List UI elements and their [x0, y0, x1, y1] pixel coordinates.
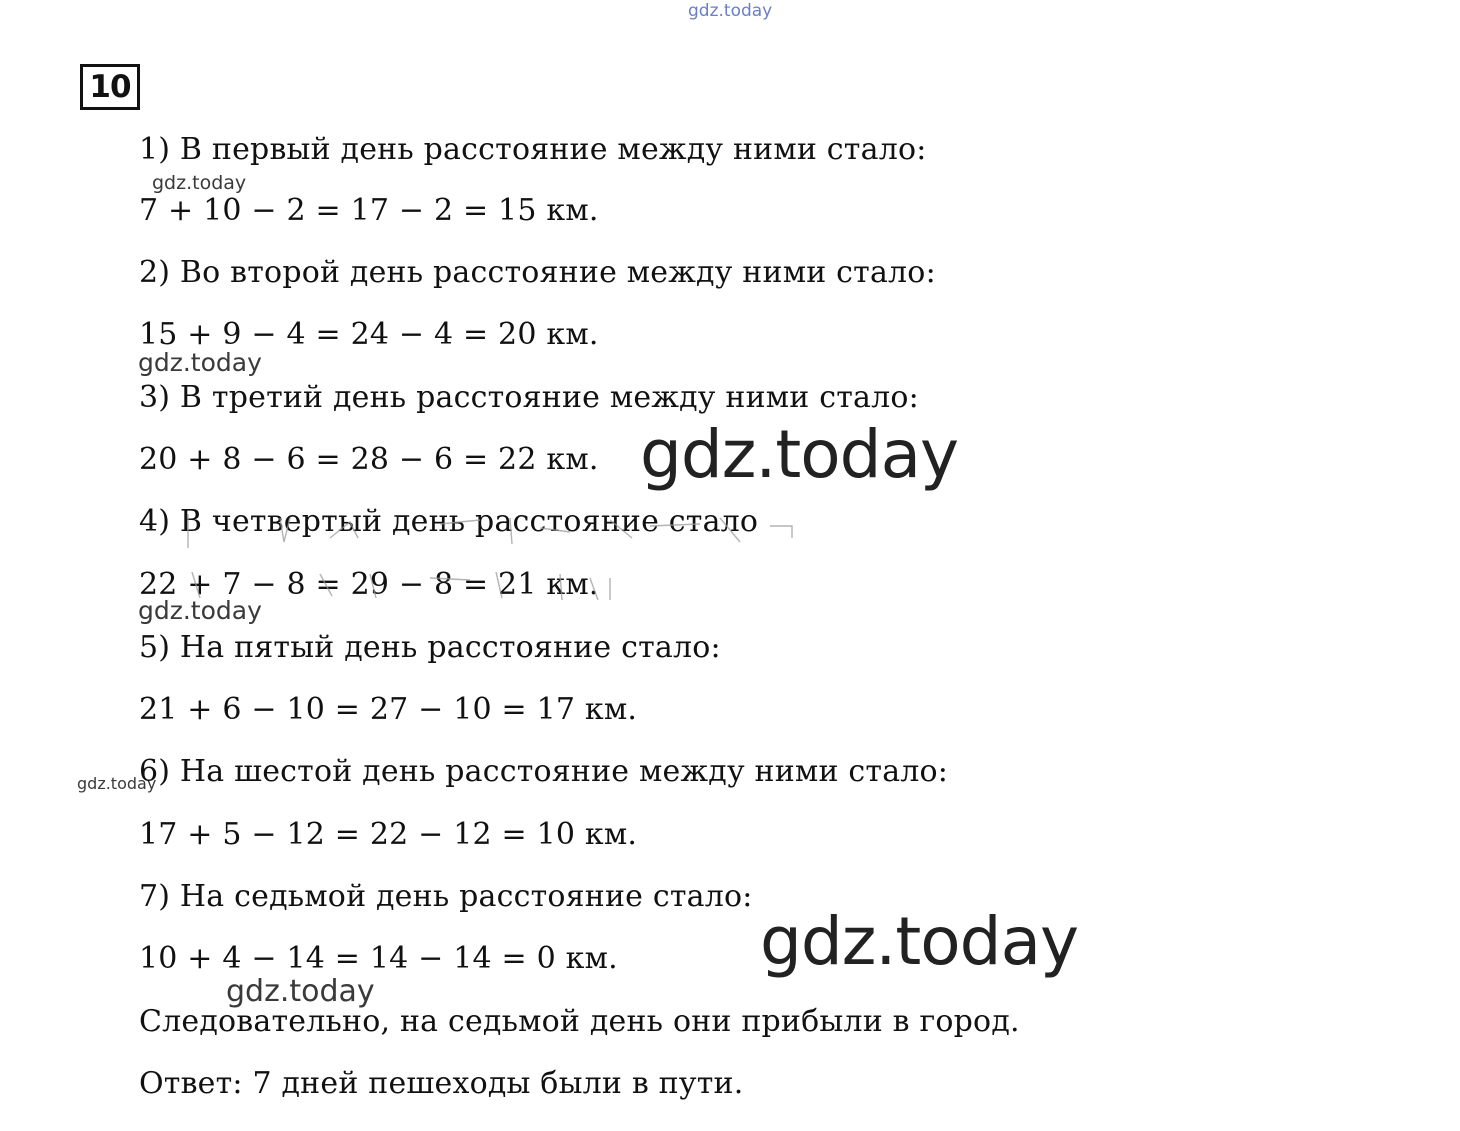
watermark-large: gdz.today: [640, 416, 959, 493]
solution-step-5-text: 5) На пятый день расстояние стало:: [139, 630, 721, 665]
solution-step-2-equation: 15 + 9 − 4 = 24 − 4 = 20 км.: [139, 317, 599, 352]
watermark: gdz.today: [77, 774, 157, 793]
solution-step-1-equation: 7 + 10 − 2 = 17 − 2 = 15 км.: [139, 193, 599, 228]
solution-step-2-text: 2) Во второй день расстояние между ними стало:: [139, 255, 936, 290]
solution-step-6-text: 6) На шестой день расстояние между ними стало:: [139, 754, 949, 789]
watermark: gdz.today: [138, 596, 262, 625]
watermark: gdz.today: [152, 172, 247, 194]
solution-step-3-equation: 20 + 8 − 6 = 28 − 6 = 22 км.: [139, 442, 599, 477]
solution-step-1-text: 1) В первый день расстояние между ними стало:: [139, 132, 927, 167]
solution-step-5-equation: 21 + 6 − 10 = 27 − 10 = 17 км.: [139, 692, 638, 727]
solution-step-7-equation: 10 + 4 − 14 = 14 − 14 = 0 км.: [139, 941, 618, 976]
conclusion-text: Следовательно, на седьмой день они прибыли в город.: [139, 1004, 1020, 1039]
solution-step-3-text: 3) В третий день расстояние между ними стало:: [139, 380, 919, 415]
task-number-box: 10: [80, 64, 140, 110]
solution-step-4-equation: 22 + 7 − 8 = 29 − 8 = 21 км.: [139, 567, 599, 602]
solution-step-7-text: 7) На седьмой день расстояние стало:: [139, 879, 753, 914]
solution-step-4-text: 4) В четвертый день расстояние стало: [139, 504, 759, 539]
watermark-large: gdz.today: [760, 903, 1079, 980]
watermark: gdz.today: [138, 348, 262, 377]
solution-step-6-equation: 17 + 5 − 12 = 22 − 12 = 10 км.: [139, 817, 638, 852]
answer-text: Ответ: 7 дней пешеходы были в пути.: [139, 1066, 744, 1101]
watermark-top: gdz.today: [688, 1, 773, 21]
watermark: gdz.today: [226, 974, 375, 1009]
